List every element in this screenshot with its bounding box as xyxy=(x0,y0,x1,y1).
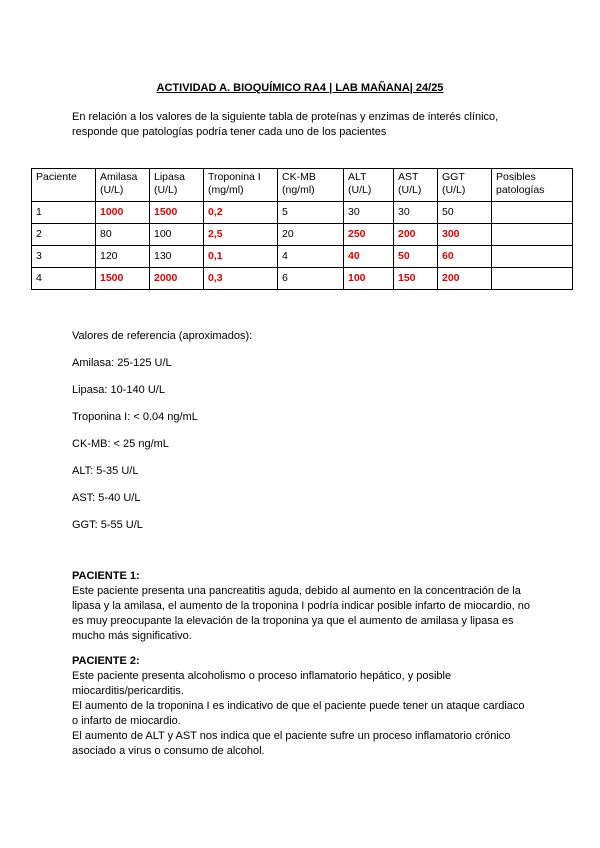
header-label: (ng/ml) xyxy=(282,184,315,196)
table-cell: 0,3 xyxy=(204,268,278,290)
table-header-cell xyxy=(278,169,344,202)
table-cell: 100 xyxy=(150,224,204,246)
header-label: Paciente xyxy=(36,171,77,183)
table-cell: 4 xyxy=(278,246,344,268)
table-cell: 0,2 xyxy=(204,202,278,224)
table-header-cell xyxy=(344,169,394,202)
table-cell: 20 xyxy=(278,224,344,246)
table-cell: 50 xyxy=(394,246,438,268)
table-cell xyxy=(492,246,573,268)
table-cell: 5 xyxy=(278,202,344,224)
header-label: (U/L) xyxy=(154,184,178,196)
table-cell: 60 xyxy=(438,246,492,268)
header-label: (U/L) xyxy=(100,184,124,196)
table-cell: 130 xyxy=(150,246,204,268)
patient-title: PACIENTE 2: xyxy=(72,655,140,667)
header-label: AST xyxy=(398,171,419,183)
header-label: ALT xyxy=(348,171,367,183)
reference-heading: Valores de referencia (aproximados): xyxy=(72,330,253,342)
patient-paragraph: Este paciente presenta alcoholismo o proceso inflamatorio hepático, y posible miocarditis/pericarditis. xyxy=(72,670,452,697)
enzyme-table xyxy=(31,168,573,290)
table-cell: 30 xyxy=(344,202,394,224)
table-cell: 2 xyxy=(32,224,96,246)
table-cell: 0,1 xyxy=(204,246,278,268)
table-cell: 1500 xyxy=(150,202,204,224)
header-label: (mg/ml) xyxy=(208,184,244,196)
intro-line: responde que patologías podría tener cada uno de los pacientes xyxy=(72,126,387,138)
table-cell: 30 xyxy=(394,202,438,224)
header-label: (U/L) xyxy=(348,184,372,196)
header-label: Troponina I xyxy=(208,171,261,183)
patient-title: PACIENTE 1: xyxy=(72,570,140,582)
reference-item: Troponina I: < 0.04 ng/mL xyxy=(72,411,198,423)
reference-item: Amilasa: 25-125 U/L xyxy=(72,357,172,369)
reference-values xyxy=(72,329,532,545)
patient-answers xyxy=(72,569,532,769)
reference-item: Lipasa: 10-140 U/L xyxy=(72,384,165,396)
reference-item: ALT: 5-35 U/L xyxy=(72,465,139,477)
table-header-cell xyxy=(492,169,573,202)
table-header-cell xyxy=(204,169,278,202)
table-cell: 100 xyxy=(344,268,394,290)
table-cell: 40 xyxy=(344,246,394,268)
table-cell: 3 xyxy=(32,246,96,268)
table-header-cell xyxy=(394,169,438,202)
table-cell xyxy=(492,268,573,290)
table-cell: 2,5 xyxy=(204,224,278,246)
table-cell xyxy=(492,202,573,224)
table-cell: 250 xyxy=(344,224,394,246)
table-header-cell xyxy=(150,169,204,202)
table-cell: 6 xyxy=(278,268,344,290)
intro-text xyxy=(72,110,532,140)
table-cell: 1500 xyxy=(96,268,150,290)
table-header-cell xyxy=(96,169,150,202)
table-header-cell xyxy=(438,169,492,202)
reference-item: AST: 5-40 U/L xyxy=(72,492,141,504)
patient-paragraph: El aumento de ALT y AST nos indica que el paciente sufre un proceso inflamatorio crónico asociado a virus o consumo de alcohol. xyxy=(72,730,511,757)
header-label: CK-MB xyxy=(282,171,316,183)
header-label: (U/L) xyxy=(398,184,422,196)
reference-item: GGT: 5-55 U/L xyxy=(72,519,143,531)
table-cell: 150 xyxy=(394,268,438,290)
table-cell xyxy=(492,224,573,246)
header-label: Amilasa xyxy=(100,171,138,183)
table-cell: 50 xyxy=(438,202,492,224)
reference-item: CK-MB: < 25 ng/mL xyxy=(72,438,169,450)
table-cell: 300 xyxy=(438,224,492,246)
table-header-cell xyxy=(32,169,96,202)
header-label: (U/L) xyxy=(442,184,466,196)
header-label: GGT xyxy=(442,171,465,183)
header-label: patologías xyxy=(496,184,545,196)
table-cell: 2000 xyxy=(150,268,204,290)
patient-paragraph: El aumento de la troponina I es indicativo de que el paciente puede tener un ataque cardiaco o infarto de miocardio. xyxy=(72,700,525,727)
table-cell: 80 xyxy=(96,224,150,246)
table-cell: 1 xyxy=(32,202,96,224)
table-header-row xyxy=(32,169,573,202)
table-cell: 1000 xyxy=(96,202,150,224)
table-row xyxy=(32,246,573,268)
table-row xyxy=(32,268,573,290)
table-row xyxy=(32,202,573,224)
document-title: ACTIVIDAD A. BIOQUÍMICO RA4 | LAB MAÑANA| 24/25 xyxy=(156,82,444,94)
patient-block xyxy=(72,654,532,759)
intro-line: En relación a los valores de la siguiente tabla de proteínas y enzimas de interés clínico, xyxy=(72,111,499,123)
header-label: Posibles xyxy=(496,171,536,183)
table-row xyxy=(32,224,573,246)
patient-block xyxy=(72,569,532,644)
patient-paragraph: Este paciente presenta una pancreatitis aguda, debido al aumento en la concentración de la lipasa y la amilasa, el aumento de la troponina I podría indicar posible infarto de miocardio, no es muy preocupante la elevación de la troponina ya que el aumento de amilasa y lipasa es mucho más significativo. xyxy=(72,585,530,642)
table-cell: 4 xyxy=(32,268,96,290)
table-cell: 200 xyxy=(438,268,492,290)
table-cell: 200 xyxy=(394,224,438,246)
table-cell: 120 xyxy=(96,246,150,268)
header-label: Lipasa xyxy=(154,171,185,183)
